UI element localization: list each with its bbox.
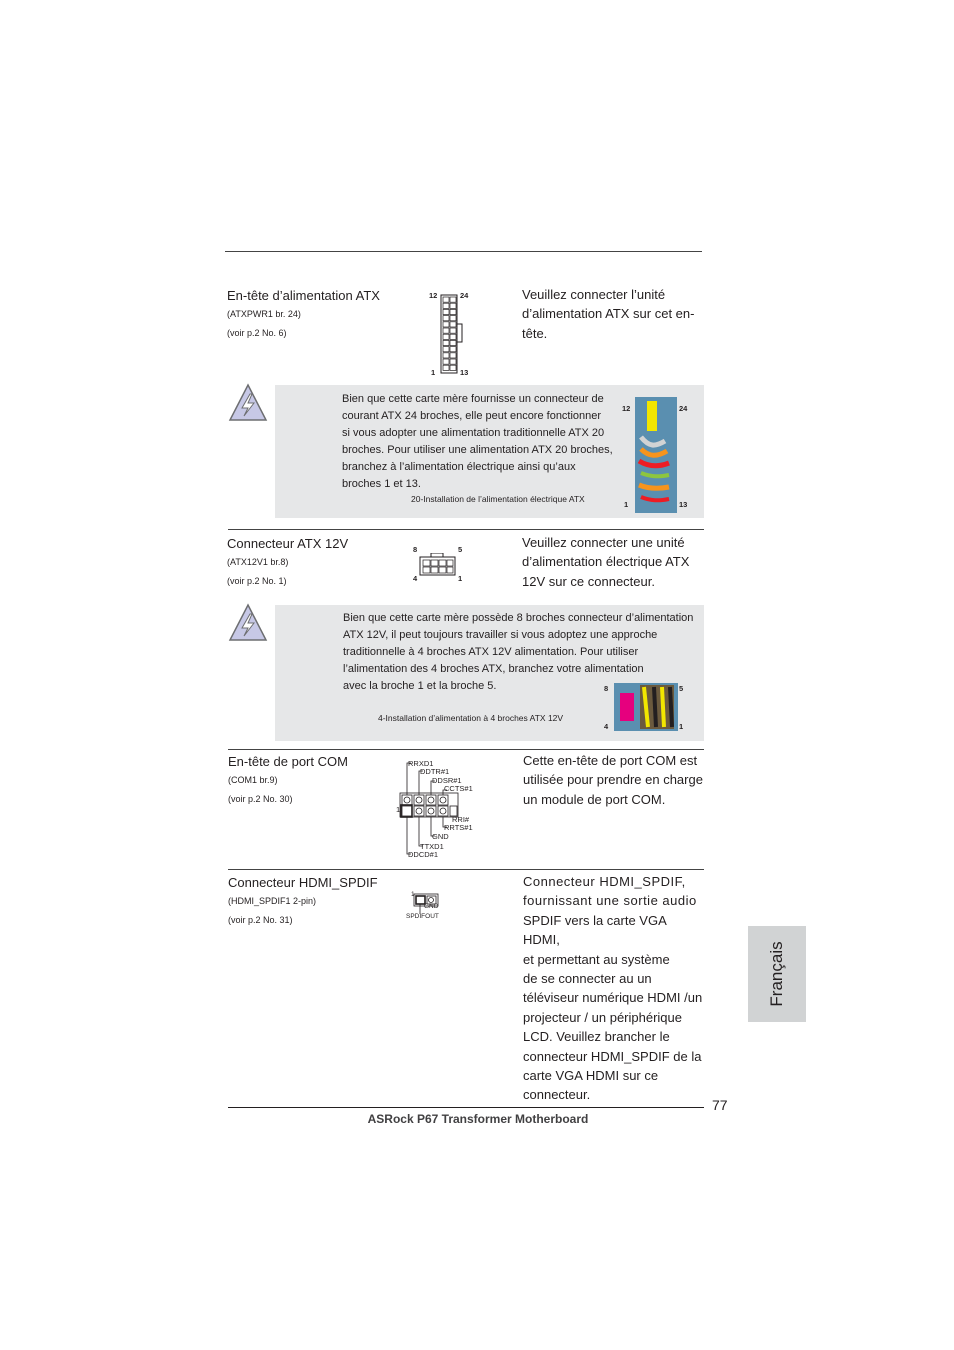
hdmi-spdif-title: Connecteur HDMI_SPDIF	[228, 875, 378, 890]
com-signal-rrxd1: RRXD1	[408, 759, 434, 768]
com-title: En-tête de port COM	[228, 754, 348, 769]
hdmi-spdif-desc-line: carte VGA HDMI sur ce	[523, 1068, 659, 1084]
com-desc	[523, 751, 703, 809]
com-signal-ddtr: DDTR#1	[420, 767, 450, 776]
atx-photo-pin-24: 24	[679, 404, 688, 413]
warning-icon	[227, 382, 269, 424]
page-number: 77	[712, 1097, 728, 1113]
com-desc-line: un module de port COM.	[523, 791, 666, 807]
atx-power-title: En-tête d’alimentation ATX	[227, 288, 380, 303]
hdmi-spdif-desc-line: téléviseur numérique HDMI /un	[523, 990, 703, 1006]
com-signal-ttxd: TTXD1	[420, 842, 444, 851]
com-signal-gnd: GND	[432, 832, 449, 841]
com-signal-rri: RRI#	[452, 815, 470, 824]
hdmi-spdif-signal-gnd: GND	[424, 903, 439, 910]
section-rule	[228, 749, 704, 750]
atx12v-photo-pin-1: 1	[679, 722, 684, 731]
hdmi-spdif-desc-line: projecteur / un périphérique	[523, 1009, 682, 1025]
atx12v-note-line: avec la broche 1 et la broche 5.	[343, 680, 497, 692]
hdmi-spdif-desc-line: LCD. Veuillez brancher le	[523, 1029, 670, 1045]
atx12v-see: (voir p.2 No. 1)	[227, 576, 287, 586]
hdmi-spdif-desc-line: connecteur.	[523, 1087, 591, 1103]
com-signal-ddcd: DDCD#1	[408, 850, 439, 859]
hdmi-spdif-desc-line: et permettant au système	[523, 951, 670, 967]
atx12v-pin-5: 5	[458, 545, 463, 554]
hdmi-spdif-desc-line: de se connecter au un	[523, 971, 652, 987]
atx12v-pin-4: 4	[413, 574, 418, 583]
footer-product-name: ASRock P67 Transformer Motherboard	[367, 1112, 589, 1126]
atx12v-desc	[522, 533, 689, 591]
footer-rule	[228, 1107, 704, 1108]
atx-note-line: Bien que cette carte mère fournisse un connecteur de	[342, 393, 604, 405]
hdmi-spdif-desc-line: connecteur HDMI_SPDIF de la	[523, 1048, 702, 1064]
language-tab-label: Français	[767, 941, 786, 1007]
atx-pin-1: 1	[431, 368, 436, 377]
com-desc-line: utilisée pour prendre en charge	[523, 772, 703, 788]
hdmi-spdif-ref: (HDMI_SPDIF1 2-pin)	[228, 896, 317, 906]
hdmi-spdif-desc	[523, 872, 705, 1105]
atx-note-text	[342, 391, 613, 493]
section-rule	[228, 869, 704, 870]
atx-photo-pin-1: 1	[624, 500, 629, 509]
atx-power-see: (voir p.2 No. 6)	[227, 328, 287, 338]
hdmi-spdif-see: (voir p.2 No. 31)	[228, 915, 293, 925]
language-tab	[748, 926, 806, 1022]
section-rule	[228, 529, 704, 530]
com-desc-line: Cette en-tête de port COM est	[523, 753, 698, 768]
atx12v-desc-line: 12V sur ce connecteur.	[522, 573, 655, 589]
atx12v-4pin-install-photo	[614, 683, 678, 731]
atx-20pin-install-photo	[635, 397, 677, 513]
atx12v-pin-1: 1	[458, 574, 463, 583]
hdmi-spdif-pin-1: 1	[411, 891, 415, 898]
atx-note-line: broches. Pour utiliser une alimentation ATX 20 broches,	[342, 444, 613, 456]
atx-power-desc-line: Veuillez connecter l’unité	[522, 287, 666, 302]
atx-note-line: branchez à l’alimentation électrique ainsi qu’aux	[342, 461, 576, 473]
com-signal-rrts: RRTS#1	[444, 823, 473, 832]
hdmi-spdif-desc-line: SPDIF vers la carte VGA HDMI,	[523, 912, 667, 948]
atx-pin-12: 12	[429, 291, 438, 300]
atx12v-8pin-connector-diagram	[419, 553, 457, 577]
atx12v-pin-8: 8	[413, 545, 418, 554]
atx-pin-24: 24	[460, 291, 469, 300]
atx-photo-pin-12: 12	[622, 404, 631, 413]
atx12v-title: Connecteur ATX 12V	[227, 536, 349, 551]
atx12v-note-line: Bien que cette carte mère possède 8 broches connecteur d’alimentation	[343, 612, 694, 624]
hdmi-spdif-signal-out: SPDIFOUT	[406, 913, 439, 920]
atx-note-line: broches 1 et 13.	[342, 478, 421, 490]
atx12v-note-line: l’alimentation des 4 broches ATX, branchez votre alimentation	[343, 663, 644, 675]
atx-photo-pin-13: 13	[679, 500, 688, 509]
atx-note-caption: 20-Installation de l’alimentation électrique ATX	[411, 494, 585, 504]
com-ref: (COM1 br.9)	[228, 775, 278, 785]
hdmi-spdif-desc-line: Connecteur HDMI_SPDIF,	[523, 874, 686, 889]
atx12v-note-caption: 4-Installation d’alimentation à 4 broches ATX 12V	[378, 713, 564, 723]
com-signal-ccts: CCTS#1	[444, 784, 473, 793]
atx-power-desc	[522, 285, 694, 343]
atx12v-desc-line: d’alimentation électrique ATX	[522, 554, 690, 570]
atx-power-ref: (ATXPWR1 br. 24)	[227, 309, 301, 319]
atx-pin-13: 13	[460, 368, 469, 377]
top-rule	[225, 251, 702, 252]
atx12v-note-line: traditionnelle à 4 broches ATX 12V alimentation. Pour utiliser	[343, 646, 639, 658]
atx-note-line: si vous adopter une alimentation traditionnelle ATX 20	[342, 427, 605, 439]
atx12v-photo-pin-5: 5	[679, 684, 684, 693]
atx-power-desc-line: tête.	[522, 325, 548, 341]
com-signal-ddsr: DDSR#1	[432, 776, 462, 785]
atx-power-desc-line: d’alimentation ATX sur cet en-	[522, 306, 695, 322]
atx12v-photo-pin-4: 4	[604, 722, 609, 731]
atx12v-note-line: ATX 12V, il peut toujours travailler si vous adoptez une approche	[343, 629, 658, 641]
atx12v-photo-pin-8: 8	[604, 684, 609, 693]
atx-note-line: courant ATX 24 broches, elle peut encore fonctionner	[342, 410, 602, 422]
hdmi-spdif-desc-line: fournissant une sortie audio	[523, 893, 697, 909]
atx12v-desc-line: Veuillez connecter une unité	[522, 535, 685, 550]
warning-icon	[227, 602, 269, 644]
atx12v-ref: (ATX12V1 br.8)	[227, 557, 289, 567]
com-pin-1: 1	[396, 805, 401, 814]
com-see: (voir p.2 No. 30)	[228, 794, 293, 804]
atx-24pin-connector-diagram	[440, 294, 464, 374]
